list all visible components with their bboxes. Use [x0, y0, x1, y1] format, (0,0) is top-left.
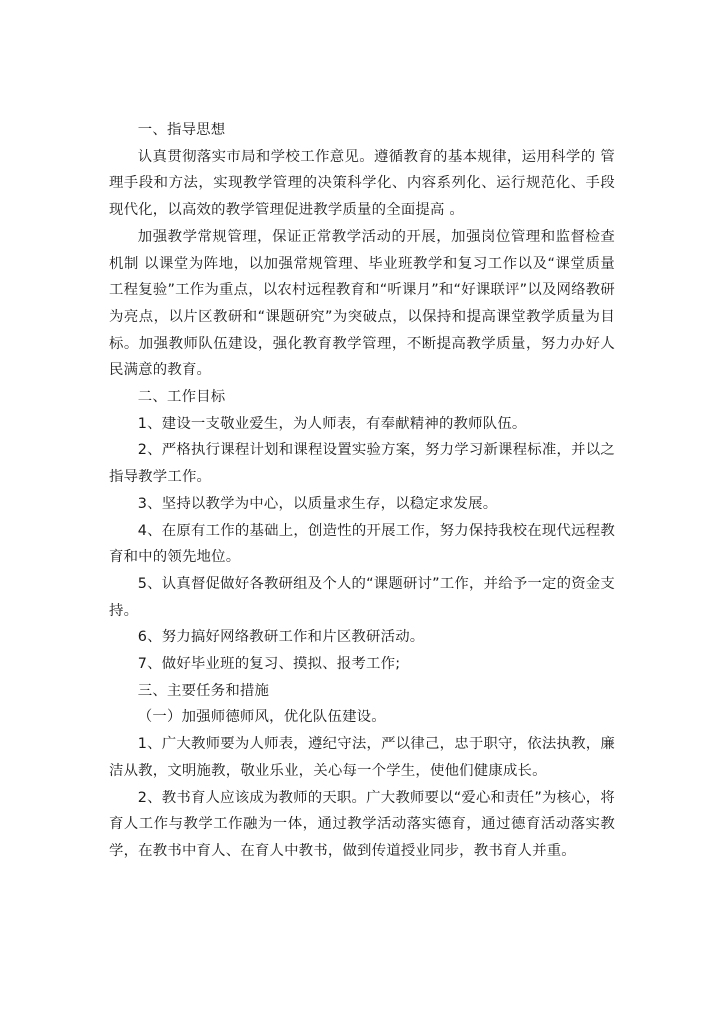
measure-item-2: 2、教书育人应该成为教师的天职。广大教师要以“爱心和责任”为核心，将育人工作与教学工作融为一体，通过教学活动落实德育，通过德育活动落实教学，在教书中育人、在育人中教书，做到传道授业同步，教书育人并重。 [109, 789, 615, 859]
goal-item-6: 6、努力搞好网络教研工作和片区教研活动。 [137, 629, 425, 646]
subsection-heading-teacher-ethics: （一）加强师德师风，优化队伍建设。 [137, 709, 386, 726]
goal-item-3: 3、坚持以教学为中心，以质量求生存，以稳定求发展。 [137, 495, 498, 512]
goal-item-2: 2、严格执行课程计划和课程设置实验方案，努力学习新课程标准，并以之指导教学工作。 [109, 442, 615, 486]
goal-item-7: 7、做好毕业班的复习、摸拟、报考工作; [137, 656, 401, 673]
section-heading-guiding-ideology: 一、指导思想 [137, 122, 226, 138]
goal-item-5: 5、认真督促做好各教研组及个人的“课题研讨”工作，并给予一定的资金支持。 [109, 575, 615, 619]
paragraph-implement-opinions: 认真贯彻落实市局和学校工作意见。遵循教育的基本规律，运用科学的 管理手段和方法，实现教学管理的决策科学化、内容系列化、运行规范化、手段现代化，以高效的教学管理促进教学质量的全面提高 。 [109, 148, 615, 219]
section-heading-tasks-and-measures: 三、主要任务和措施 [137, 682, 270, 699]
goal-item-1: 1、建设一支敬业爱生，为人师表，有奉献精神的教师队伍。 [137, 415, 527, 432]
document-body [109, 117, 615, 865]
goal-item-4: 4、在原有工作的基础上，创造性的开展工作，努力保持我校在现代远程教育和中的领先地位。 [109, 522, 615, 566]
measure-item-1: 1、广大教师要为人师表，遵纪守法，严以律己，忠于职守，依法执教，廉洁从教，文明施教，敬业乐业，关心每一个学生，使他们健康成长。 [109, 736, 615, 779]
section-heading-work-goals: 二、工作目标 [137, 389, 226, 406]
paragraph-strengthen-routine-management: 加强教学常规管理，保证正常教学活动的开展，加强岗位管理和监督检查机制 以课堂为阵地，以加强常规管理、毕业班教学和复习工作以及“课堂质量工程复验”工作为重点，以农村远程教育和“听课月”和“好课联评”以及网络教研为亮点，以片区教研和“课题研究”为突破点，以保持和提高课堂教学质量为目标。加强教师队伍建设，强化教育教学管理，不断提高教学质量，努力办好人民满意的教育。 [109, 228, 615, 379]
